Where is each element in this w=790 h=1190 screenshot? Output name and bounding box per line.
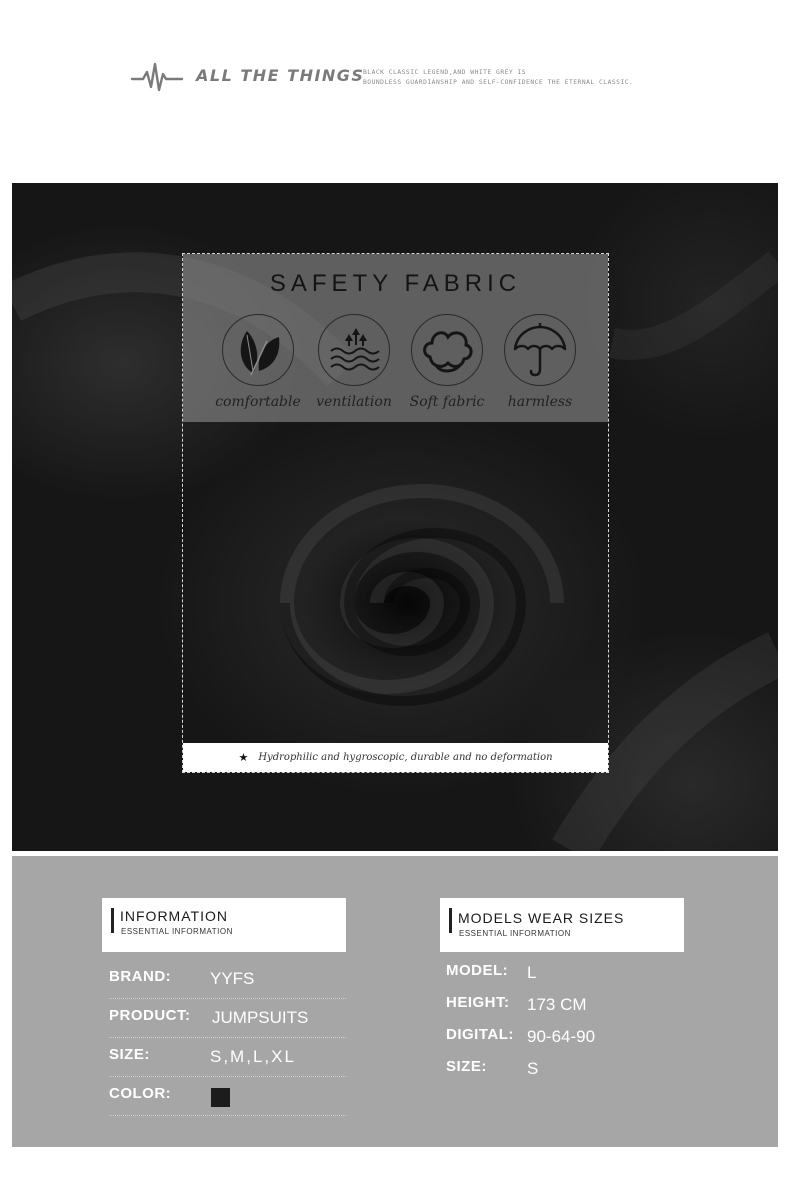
- model-row-digital: [446, 1026, 686, 1056]
- info-row-size: [109, 1046, 346, 1077]
- feature-label: Soft fabric: [409, 394, 485, 410]
- fabric-caption: Hydrophilic and hygroscopic, durable and no deformation: [258, 752, 553, 763]
- model-value: 90-64-90: [527, 1027, 596, 1046]
- umbrella-icon: [504, 314, 576, 386]
- heartbeat-icon: [130, 60, 186, 94]
- info-row-color: [109, 1085, 346, 1116]
- feature-comfortable: [203, 314, 313, 410]
- tagline-line-1: BLACK CLASSIC LEGEND,AND WHITE GREY IS: [363, 69, 527, 76]
- airflow-waves-icon: [318, 314, 390, 386]
- info-key: PRODUCT:: [109, 1007, 191, 1024]
- model-key: HEIGHT:: [446, 994, 510, 1011]
- model-row-height: [446, 994, 686, 1024]
- leaf-icon: [222, 314, 294, 386]
- feature-label: ventilation: [316, 394, 392, 410]
- header-accent-bar: [449, 908, 452, 933]
- model-value: S: [527, 1059, 539, 1078]
- feature-label: harmless: [507, 394, 573, 410]
- model-key: MODEL:: [446, 962, 509, 979]
- info-key: BRAND:: [109, 968, 172, 985]
- brand-title: ALL THE THINGS: [196, 66, 365, 85]
- model-key: SIZE:: [446, 1058, 487, 1075]
- color-swatch: [211, 1088, 230, 1107]
- feature-harmless: [485, 314, 595, 410]
- model-row-size: [446, 1058, 686, 1088]
- page-header: [130, 56, 690, 96]
- tagline: [363, 68, 633, 88]
- feature-label: comfortable: [215, 394, 301, 410]
- safety-fabric-box: [182, 253, 609, 773]
- information-header: [102, 898, 346, 952]
- info-key: COLOR:: [109, 1085, 172, 1102]
- models-title: MODELS WEAR SIZES: [458, 910, 625, 926]
- safety-fabric-header: [183, 254, 608, 422]
- model-row-model: [446, 962, 686, 992]
- information-title: INFORMATION: [120, 908, 228, 924]
- model-key: DIGITAL:: [446, 1026, 514, 1043]
- tagline-line-2: BOUNDLESS GUARDIANSHIP AND SELF-CONFIDENCE THE ETERNAL CLASSIC.: [363, 79, 634, 86]
- cotton-icon: [411, 314, 483, 386]
- model-value: 173 CM: [527, 995, 587, 1014]
- info-row-product: [109, 1007, 346, 1038]
- info-row-brand: [109, 968, 346, 999]
- information-subtitle: ESSENTIAL INFORMATION: [121, 927, 233, 936]
- models-subtitle: ESSENTIAL INFORMATION: [459, 929, 571, 938]
- caption-bar: [183, 743, 608, 772]
- models-header: [440, 898, 684, 952]
- info-value: S,M,L,XL: [210, 1047, 296, 1066]
- info-value: YYFS: [210, 969, 255, 988]
- info-panel: [12, 856, 778, 1147]
- info-key: SIZE:: [109, 1046, 150, 1063]
- safety-fabric-title: SAFETY FABRIC: [269, 270, 522, 297]
- model-value: L: [527, 963, 537, 982]
- fabric-photo: [12, 183, 778, 851]
- star-icon: ★: [238, 752, 249, 764]
- header-accent-bar: [111, 908, 114, 933]
- info-value: JUMPSUITS: [212, 1008, 309, 1027]
